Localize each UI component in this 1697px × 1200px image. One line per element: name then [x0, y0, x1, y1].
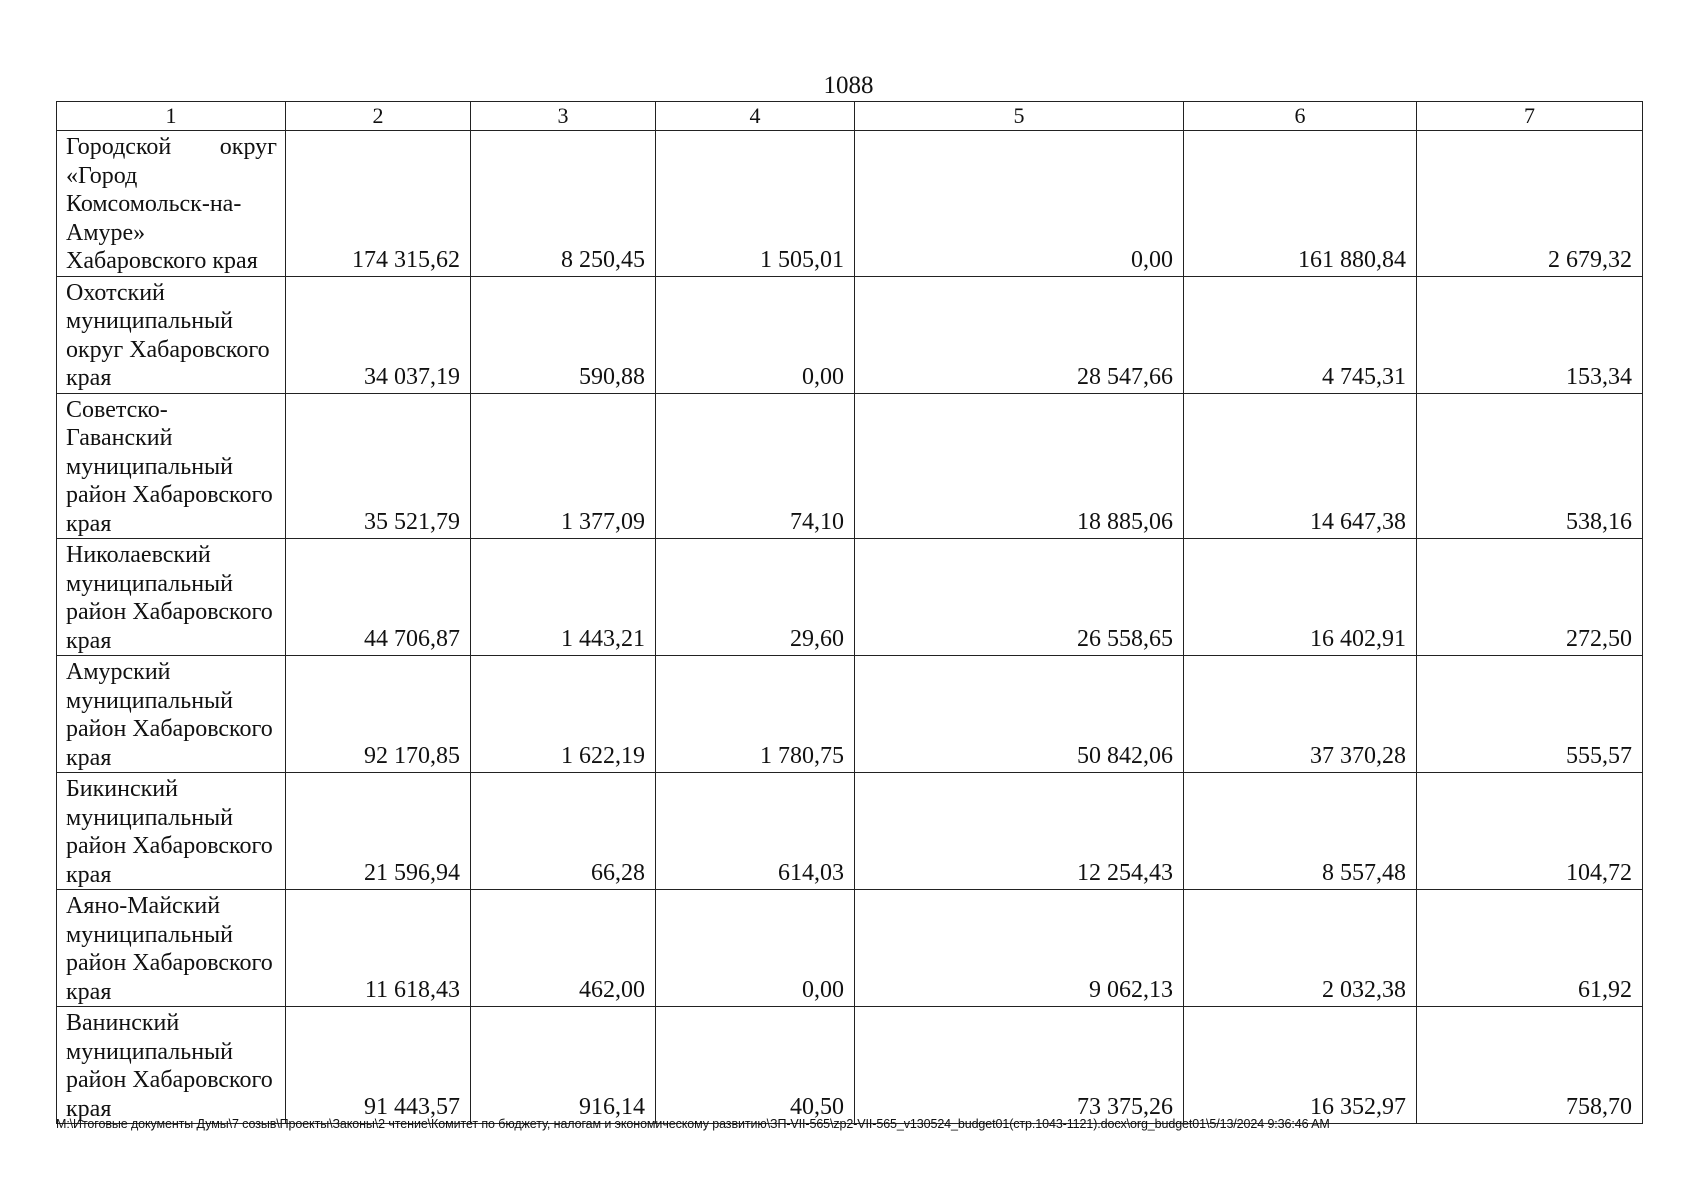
- value-cell: 8 557,48: [1184, 773, 1417, 890]
- municipality-name-cell: [57, 1007, 286, 1124]
- municipality-name-line: Охотский: [66, 279, 165, 306]
- municipality-name-line: Аяно-Майский: [66, 893, 221, 919]
- value-cell: 161 880,84: [1184, 131, 1417, 277]
- municipality-name-line: район Хабаровского: [66, 1067, 273, 1093]
- page-number: 1088: [823, 72, 874, 99]
- column-number-header: 5: [855, 102, 1184, 131]
- value-cell: 758,70: [1417, 1007, 1643, 1124]
- municipality-name-cell: [57, 656, 286, 773]
- value-cell: 74,10: [656, 393, 855, 539]
- value-cell: 1 377,09: [471, 393, 656, 539]
- table-row: [57, 393, 1643, 539]
- value-cell: 92 170,85: [286, 656, 471, 773]
- value-cell: 1 505,01: [656, 131, 855, 277]
- column-number-header: 3: [471, 102, 656, 131]
- municipality-name-line: края: [66, 1095, 112, 1122]
- municipality-name-line: края: [66, 744, 112, 771]
- municipality-name-line: края: [66, 978, 112, 1005]
- municipality-name-line: Хабаровского края: [66, 248, 258, 274]
- municipality-name-line: муниципальный: [66, 687, 234, 714]
- municipality-name-cell: [57, 393, 286, 539]
- value-cell: 555,57: [1417, 656, 1643, 773]
- table-row: [57, 1007, 1643, 1124]
- value-cell: 66,28: [471, 773, 656, 890]
- value-cell: 174 315,62: [286, 131, 471, 277]
- municipality-name-line: края: [66, 627, 112, 654]
- value-cell: 4 745,31: [1184, 276, 1417, 393]
- municipality-name-line: Комсомольск-на-: [66, 191, 242, 217]
- value-cell: 18 885,06: [855, 393, 1184, 539]
- value-cell: 462,00: [471, 890, 656, 1007]
- municipality-name-line: муниципальный: [66, 570, 234, 597]
- budget-table: [56, 101, 1643, 1124]
- municipality-name-cell: [57, 276, 286, 393]
- column-number-header: 2: [286, 102, 471, 131]
- municipality-name-line: муниципальный: [66, 804, 234, 831]
- value-cell: 61,92: [1417, 890, 1643, 1007]
- value-cell: 26 558,65: [855, 539, 1184, 656]
- value-cell: 538,16: [1417, 393, 1643, 539]
- value-cell: 2 679,32: [1417, 131, 1643, 277]
- value-cell: 73 375,26: [855, 1007, 1184, 1124]
- value-cell: 0,00: [855, 131, 1184, 277]
- value-cell: 104,72: [1417, 773, 1643, 890]
- value-cell: 272,50: [1417, 539, 1643, 656]
- municipality-name-line: «Город: [66, 162, 138, 189]
- value-cell: 14 647,38: [1184, 393, 1417, 539]
- municipality-name-line: края: [66, 365, 112, 391]
- value-cell: 34 037,19: [286, 276, 471, 393]
- value-cell: 50 842,06: [855, 656, 1184, 773]
- value-cell: 16 352,97: [1184, 1007, 1417, 1124]
- value-cell: 37 370,28: [1184, 656, 1417, 773]
- column-number-header: 1: [57, 102, 286, 131]
- value-cell: 1 780,75: [656, 656, 855, 773]
- municipality-name-cell: [57, 890, 286, 1007]
- table-row: [57, 890, 1643, 1007]
- value-cell: 29,60: [656, 539, 855, 656]
- value-cell: 0,00: [656, 890, 855, 1007]
- value-cell: 35 521,79: [286, 393, 471, 539]
- municipality-name-line: район Хабаровского: [66, 950, 273, 976]
- value-cell: 0,00: [656, 276, 855, 393]
- value-cell: 2 032,38: [1184, 890, 1417, 1007]
- value-cell: 153,34: [1417, 276, 1643, 393]
- table-row: [57, 276, 1643, 393]
- municipality-name-line: район Хабаровского: [66, 599, 273, 625]
- table-row: [57, 773, 1643, 890]
- municipality-name-line: Гаванский: [66, 425, 173, 451]
- municipality-name-line: муниципальный: [66, 308, 234, 334]
- column-number-header: 4: [656, 102, 855, 131]
- value-cell: 1 622,19: [471, 656, 656, 773]
- municipality-name-cell: [57, 773, 286, 890]
- municipality-name-line: Городской округ: [66, 134, 277, 160]
- table-row: [57, 539, 1643, 656]
- municipality-name-line: Амуре»: [66, 219, 146, 246]
- municipality-name-line: муниципальный: [66, 921, 234, 948]
- column-number-header-row: [57, 102, 1643, 131]
- municipality-name-line: район Хабаровского: [66, 482, 273, 508]
- column-number-header: 6: [1184, 102, 1417, 131]
- value-cell: 11 618,43: [286, 890, 471, 1007]
- municipality-name-line: муниципальный: [66, 1038, 234, 1065]
- municipality-name-line: Николаевский: [66, 542, 211, 568]
- value-cell: 21 596,94: [286, 773, 471, 890]
- value-cell: 9 062,13: [855, 890, 1184, 1007]
- value-cell: 16 402,91: [1184, 539, 1417, 656]
- municipality-name-line: район Хабаровского: [66, 833, 273, 859]
- municipality-name-line: Ванинский: [66, 1010, 180, 1036]
- municipality-name-line: Амурский: [66, 659, 171, 685]
- value-cell: 916,14: [471, 1007, 656, 1124]
- municipality-name-cell: [57, 131, 286, 277]
- value-cell: 28 547,66: [855, 276, 1184, 393]
- municipality-name-line: муниципальный: [66, 453, 234, 480]
- column-number-header: 7: [1417, 102, 1643, 131]
- value-cell: 12 254,43: [855, 773, 1184, 890]
- municipality-name-line: Советско-: [66, 396, 168, 423]
- table-row: [57, 131, 1643, 277]
- municipality-name-line: Бикинский: [66, 776, 178, 802]
- value-cell: 44 706,87: [286, 539, 471, 656]
- document-file-path: M:\Итоговые документы Думы\7 созыв\Проекты\Законы\2 чтение\Комитет по бюджету, налогам и экономическому развитию\ЗП-VII-565\zp2-VII-565_v130524_budget01(стр.1043-1121).docx\org_budget01\5/13/2024 9:36:46 AM: [56, 1117, 1330, 1131]
- municipality-name-cell: [57, 539, 286, 656]
- value-cell: 590,88: [471, 276, 656, 393]
- value-cell: 1 443,21: [471, 539, 656, 656]
- municipality-name-line: район Хабаровского: [66, 716, 273, 742]
- value-cell: 40,50: [656, 1007, 855, 1124]
- value-cell: 91 443,57: [286, 1007, 471, 1124]
- municipality-name-line: округ Хабаровского: [66, 336, 270, 363]
- value-cell: 614,03: [656, 773, 855, 890]
- value-cell: 8 250,45: [471, 131, 656, 277]
- municipality-name-line: края: [66, 861, 112, 888]
- table-row: [57, 656, 1643, 773]
- municipality-name-line: края: [66, 510, 112, 537]
